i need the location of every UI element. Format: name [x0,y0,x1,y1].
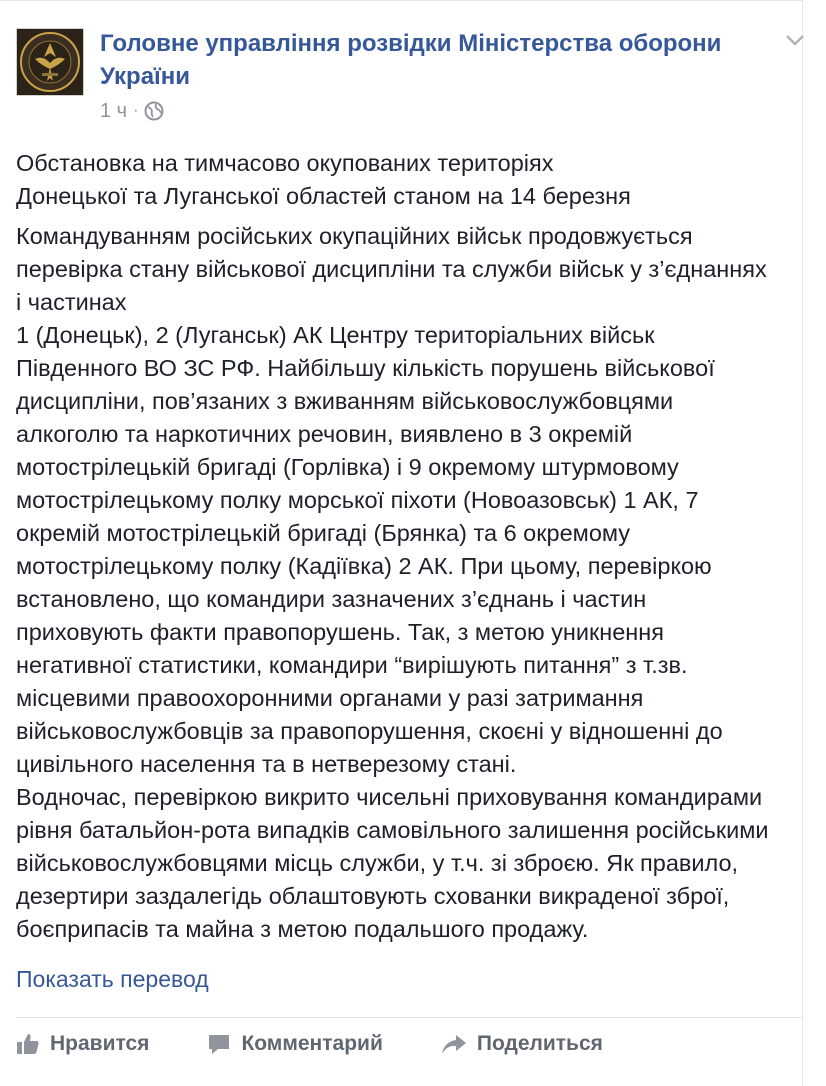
post-text-line: військовослужбовців за правопорушення, скоєні у відношенні до [16,718,723,744]
post-text-line: боєприпасів та майна з метою подальшого продажу. [16,916,589,942]
post-actions-bar [16,1026,661,1062]
post-text-line: мотострілецькому полку (Кадіївка) 2 АК. При цьому, перевіркою [16,553,712,579]
like-button[interactable] [16,1032,149,1056]
post-meta [100,97,164,125]
post-text-line: мотострілецькій бригаді (Горлівка) і 9 окремому штурмовому [16,454,679,480]
post-text-line: приховують факти правопорушень. Так, з метою уникнення [16,619,664,645]
separator-dot: · [133,102,139,119]
post-text-line: 1 (Донецьк), 2 (Луганськ) АК Центру територіальних військ [16,322,655,348]
post-text [16,220,806,946]
page-name-link[interactable]: Головне управління розвідки Міністерства оборони України [100,30,722,90]
post-text-line: дезертири заздалегідь облаштовують схованки викраденої зброї, [16,883,730,909]
post-text-line: перевірка стану військової дисципліни та служби військ у з’єднаннях [16,256,767,282]
actions-divider [16,1017,802,1018]
comment-label: Комментарий [241,1032,383,1055]
post-title-line: Донецької та Луганської областей станом на 14 березня [16,183,631,209]
post-text-line: місцевими правоохоронними органами у разі затримання [16,685,644,711]
post-text-line: окремій мотострілецькій бригаді (Брянка) та 6 окремому [16,520,631,546]
comment-button[interactable] [207,1032,382,1056]
post-text-line: і частинах [16,289,127,315]
share-arrow-icon [441,1032,467,1056]
comment-icon [207,1032,231,1056]
post-text-line: алкоголю та наркотичних речовин, виявлено в 3 окремій [16,421,633,447]
share-label: Поделиться [476,1032,603,1055]
post-text-line: Командуванням російських окупаційних військ продовжується [16,223,693,249]
post-text-line: військовослужбовцями місць служби, у т.ч. зі зброєю. Як правило, [16,850,739,876]
share-button[interactable] [441,1032,603,1056]
post-text-line: Водночас, перевіркою викрито чисельні приховування командирами [16,784,763,810]
post-text-line: встановлено, що командири зазначених з’єднань і частин [16,586,647,612]
post-title-line: Обстановка на тимчасово окупованих територіях [16,150,554,176]
post-text-line: Південного ВО ЗС РФ. Найбільшу кількість порушень військової [16,355,715,381]
post-body [16,147,806,946]
show-translation-link[interactable]: Показать перевод [16,966,209,992]
post-text-line: дисципліни, пов’язаних з вживанням військовослужбовцями [16,388,674,414]
page-emblem-icon [17,29,83,95]
post-text-line: рівня батальйон-рота випадків самовільного залишення російськими [16,817,769,843]
post-text-line: негативної статистики, командири “вирішують питання” з т.зв. [16,652,688,678]
globe-icon[interactable] [144,101,164,121]
top-border [0,0,802,1]
post-text-line: мотострілецькому полку морської піхоти (Новоазовськ) 1 АК, 7 [16,487,699,513]
post-text-line: цивільного населення та в нетверезому стані. [16,751,517,777]
post-timestamp[interactable]: 1 ч [100,99,128,122]
chevron-down-icon[interactable] [784,32,806,48]
post-title [16,147,806,213]
page-avatar[interactable] [16,28,84,96]
like-label: Нравится [50,1032,150,1055]
thumbs-up-icon [16,1032,40,1056]
